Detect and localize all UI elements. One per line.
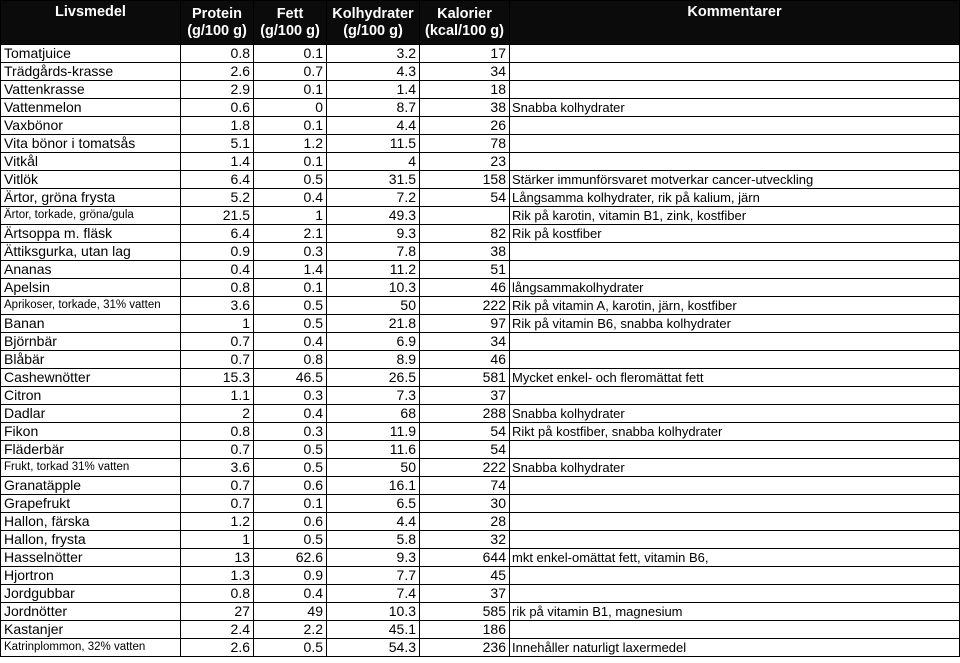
- cell-kolhydrater: 49.3: [327, 207, 420, 225]
- cell-livsmedel: Fikon: [1, 423, 181, 441]
- header-protein-label: Protein: [192, 5, 242, 22]
- cell-protein: 2.6: [181, 63, 254, 81]
- cell-livsmedel: Hallon, frysta: [1, 531, 181, 549]
- cell-kolhydrater: 7.4: [327, 585, 420, 603]
- cell-protein: 2.4: [181, 621, 254, 639]
- header-livsmedel: [1, 1, 181, 45]
- cell-kolhydrater: 16.1: [327, 477, 420, 495]
- table-row: [1, 567, 960, 585]
- cell-kommentar: [510, 333, 960, 351]
- cell-kalorier: 54: [420, 441, 510, 459]
- cell-fett: 0.5: [254, 171, 327, 189]
- header-kalorier-unit: (kcal/100 g): [425, 22, 504, 39]
- header-kommentarer-label: Kommentarer: [687, 4, 782, 20]
- cell-protein: 2.6: [181, 639, 254, 657]
- table-row: [1, 549, 960, 567]
- cell-fett: 0.4: [254, 189, 327, 207]
- cell-kommentar: Rik på vitamin A, karotin, järn, kostfiber: [510, 297, 960, 315]
- cell-kalorier: 51: [420, 261, 510, 279]
- cell-protein: 6.4: [181, 225, 254, 243]
- cell-kolhydrater: 50: [327, 459, 420, 477]
- cell-kalorier: 34: [420, 63, 510, 81]
- table-row: [1, 639, 960, 657]
- cell-livsmedel: Citron: [1, 387, 181, 405]
- cell-livsmedel: Vitlök: [1, 171, 181, 189]
- cell-kolhydrater: 11.9: [327, 423, 420, 441]
- table-row: [1, 261, 960, 279]
- cell-kalorier: 74: [420, 477, 510, 495]
- cell-protein: 0.8: [181, 423, 254, 441]
- cell-kommentar: [510, 153, 960, 171]
- cell-fett: 0.3: [254, 387, 327, 405]
- cell-kalorier: 26: [420, 117, 510, 135]
- table-row: [1, 189, 960, 207]
- cell-kommentar: [510, 477, 960, 495]
- cell-kommentar: långsammakolhydrater: [510, 279, 960, 297]
- header-fett: [254, 1, 327, 45]
- cell-livsmedel: Kastanjer: [1, 621, 181, 639]
- cell-livsmedel: Aprikoser, torkade, 31% vatten: [1, 297, 181, 315]
- cell-kalorier: 30: [420, 495, 510, 513]
- table-row: [1, 441, 960, 459]
- cell-kolhydrater: 10.3: [327, 603, 420, 621]
- cell-kalorier: 28: [420, 513, 510, 531]
- cell-kalorier: 158: [420, 171, 510, 189]
- cell-fett: 0.6: [254, 513, 327, 531]
- cell-protein: 0.8: [181, 45, 254, 63]
- cell-kalorier: 222: [420, 297, 510, 315]
- table-row: [1, 243, 960, 261]
- cell-kommentar: Rik på kostfiber: [510, 225, 960, 243]
- table-row: [1, 135, 960, 153]
- cell-fett: 0.1: [254, 45, 327, 63]
- cell-fett: 0.1: [254, 279, 327, 297]
- table-row: [1, 117, 960, 135]
- cell-kommentar: [510, 567, 960, 585]
- cell-kommentar: rik på vitamin B1, magnesium: [510, 603, 960, 621]
- cell-fett: 0.3: [254, 423, 327, 441]
- cell-protein: 5.2: [181, 189, 254, 207]
- cell-fett: 1.2: [254, 135, 327, 153]
- cell-kolhydrater: 50: [327, 297, 420, 315]
- table-header: [1, 1, 960, 45]
- cell-fett: 0.1: [254, 81, 327, 99]
- cell-fett: 62.6: [254, 549, 327, 567]
- cell-kolhydrater: 54.3: [327, 639, 420, 657]
- cell-kommentar: [510, 81, 960, 99]
- cell-kommentar: Långsamma kolhydrater, rik på kalium, järn: [510, 189, 960, 207]
- cell-fett: 0.7: [254, 63, 327, 81]
- cell-kalorier: 54: [420, 189, 510, 207]
- cell-fett: 2.2: [254, 621, 327, 639]
- cell-livsmedel: Apelsin: [1, 279, 181, 297]
- cell-fett: 0.1: [254, 153, 327, 171]
- header-kalorier: [420, 1, 510, 45]
- cell-protein: 1.2: [181, 513, 254, 531]
- cell-kolhydrater: 6.5: [327, 495, 420, 513]
- cell-kalorier: 38: [420, 243, 510, 261]
- table-row: [1, 603, 960, 621]
- cell-kommentar: [510, 585, 960, 603]
- table-row: [1, 513, 960, 531]
- cell-protein: 0.7: [181, 333, 254, 351]
- cell-livsmedel: Jordnötter: [1, 603, 181, 621]
- cell-kolhydrater: 9.3: [327, 549, 420, 567]
- cell-kalorier: 288: [420, 405, 510, 423]
- cell-kalorier: 78: [420, 135, 510, 153]
- table-row: [1, 81, 960, 99]
- cell-fett: 0.5: [254, 531, 327, 549]
- cell-protein: 0.8: [181, 279, 254, 297]
- table-row: [1, 333, 960, 351]
- cell-livsmedel: Fläderbär: [1, 441, 181, 459]
- cell-kalorier: 581: [420, 369, 510, 387]
- cell-kalorier: 38: [420, 99, 510, 117]
- cell-livsmedel: Ättiksgurka, utan lag: [1, 243, 181, 261]
- cell-protein: 3.6: [181, 297, 254, 315]
- cell-protein: 1.4: [181, 153, 254, 171]
- cell-kolhydrater: 11.5: [327, 135, 420, 153]
- cell-kolhydrater: 7.2: [327, 189, 420, 207]
- cell-livsmedel: Trädgårds-krasse: [1, 63, 181, 81]
- cell-kolhydrater: 4.4: [327, 117, 420, 135]
- cell-protein: 0.8: [181, 585, 254, 603]
- cell-kalorier: 34: [420, 333, 510, 351]
- table-row: [1, 63, 960, 81]
- cell-fett: 0.3: [254, 243, 327, 261]
- table-row: [1, 585, 960, 603]
- cell-livsmedel: Cashewnötter: [1, 369, 181, 387]
- cell-kolhydrater: 26.5: [327, 369, 420, 387]
- cell-protein: 0.4: [181, 261, 254, 279]
- table-row: [1, 315, 960, 333]
- cell-kalorier: 18: [420, 81, 510, 99]
- table-body: [1, 45, 960, 657]
- cell-fett: 1.4: [254, 261, 327, 279]
- cell-livsmedel: Banan: [1, 315, 181, 333]
- table-row: [1, 621, 960, 639]
- cell-fett: 0.4: [254, 405, 327, 423]
- cell-livsmedel: Grapefrukt: [1, 495, 181, 513]
- cell-kommentar: [510, 243, 960, 261]
- table-row: [1, 423, 960, 441]
- table-row: [1, 297, 960, 315]
- cell-livsmedel: Björnbär: [1, 333, 181, 351]
- cell-fett: 0.6: [254, 477, 327, 495]
- cell-kolhydrater: 4.4: [327, 513, 420, 531]
- header-kolhydrater-unit: (g/100 g): [343, 22, 403, 39]
- cell-kalorier: 644: [420, 549, 510, 567]
- cell-kalorier: [420, 207, 510, 225]
- cell-protein: 1.1: [181, 387, 254, 405]
- cell-kommentar: [510, 531, 960, 549]
- cell-protein: 0.7: [181, 495, 254, 513]
- header-fett-unit: (g/100 g): [260, 22, 320, 39]
- cell-kalorier: 32: [420, 531, 510, 549]
- cell-protein: 0.6: [181, 99, 254, 117]
- cell-kolhydrater: 11.6: [327, 441, 420, 459]
- cell-fett: 0.1: [254, 495, 327, 513]
- cell-kalorier: 17: [420, 45, 510, 63]
- cell-kommentar: [510, 45, 960, 63]
- cell-kommentar: Rik på vitamin B6, snabba kolhydrater: [510, 315, 960, 333]
- cell-protein: 1: [181, 531, 254, 549]
- header-row: [1, 1, 960, 45]
- cell-protein: 3.6: [181, 459, 254, 477]
- cell-kalorier: 236: [420, 639, 510, 657]
- cell-kolhydrater: 11.2: [327, 261, 420, 279]
- cell-fett: 0.5: [254, 459, 327, 477]
- cell-protein: 0.7: [181, 477, 254, 495]
- cell-protein: 1.8: [181, 117, 254, 135]
- cell-fett: 0.4: [254, 333, 327, 351]
- cell-livsmedel: Hjortron: [1, 567, 181, 585]
- cell-kolhydrater: 6.9: [327, 333, 420, 351]
- cell-kalorier: 585: [420, 603, 510, 621]
- cell-fett: 1: [254, 207, 327, 225]
- header-fett-label: Fett: [276, 5, 304, 22]
- cell-kolhydrater: 31.5: [327, 171, 420, 189]
- table-row: [1, 45, 960, 63]
- header-protein: [181, 1, 254, 45]
- table-row: [1, 99, 960, 117]
- cell-livsmedel: Frukt, torkad 31% vatten: [1, 459, 181, 477]
- cell-kolhydrater: 3.2: [327, 45, 420, 63]
- cell-fett: 0.5: [254, 315, 327, 333]
- cell-kommentar: Innehåller naturligt laxermedel: [510, 639, 960, 657]
- cell-fett: 46.5: [254, 369, 327, 387]
- cell-kalorier: 54: [420, 423, 510, 441]
- table-row: [1, 369, 960, 387]
- cell-kalorier: 82: [420, 225, 510, 243]
- cell-kolhydrater: 10.3: [327, 279, 420, 297]
- header-livsmedel-label: Livsmedel: [55, 4, 126, 20]
- cell-livsmedel: Vattenmelon: [1, 99, 181, 117]
- cell-protein: 0.7: [181, 441, 254, 459]
- table-row: [1, 171, 960, 189]
- cell-kommentar: [510, 387, 960, 405]
- cell-fett: 49: [254, 603, 327, 621]
- header-kolhydrater-label: Kolhydrater: [332, 5, 414, 22]
- cell-kommentar: [510, 621, 960, 639]
- cell-livsmedel: Granatäpple: [1, 477, 181, 495]
- cell-kalorier: 186: [420, 621, 510, 639]
- cell-kommentar: [510, 135, 960, 153]
- cell-fett: 2.1: [254, 225, 327, 243]
- table-row: [1, 351, 960, 369]
- cell-protein: 15.3: [181, 369, 254, 387]
- cell-livsmedel: Vaxbönor: [1, 117, 181, 135]
- cell-livsmedel: Ananas: [1, 261, 181, 279]
- cell-protein: 0.9: [181, 243, 254, 261]
- cell-livsmedel: Ärtor, torkade, gröna/gula: [1, 207, 181, 225]
- cell-livsmedel: Ärtsoppa m. fläsk: [1, 225, 181, 243]
- table-row: [1, 495, 960, 513]
- cell-protein: 13: [181, 549, 254, 567]
- cell-kolhydrater: 1.4: [327, 81, 420, 99]
- cell-kommentar: Stärker immunförsvaret motverkar cancer-utveckling: [510, 171, 960, 189]
- cell-livsmedel: Hasselnötter: [1, 549, 181, 567]
- cell-fett: 0.5: [254, 297, 327, 315]
- cell-kommentar: [510, 63, 960, 81]
- cell-livsmedel: Katrinplommon, 32% vatten: [1, 639, 181, 657]
- table-row: [1, 459, 960, 477]
- cell-protein: 2.9: [181, 81, 254, 99]
- cell-livsmedel: Hallon, färska: [1, 513, 181, 531]
- cell-kommentar: Rikt på kostfiber, snabba kolhydrater: [510, 423, 960, 441]
- cell-kalorier: 97: [420, 315, 510, 333]
- table-row: [1, 153, 960, 171]
- cell-kolhydrater: 5.8: [327, 531, 420, 549]
- table-row: [1, 531, 960, 549]
- cell-kommentar: Snabba kolhydrater: [510, 99, 960, 117]
- cell-fett: 0.4: [254, 585, 327, 603]
- cell-kommentar: [510, 513, 960, 531]
- cell-kolhydrater: 8.7: [327, 99, 420, 117]
- cell-kommentar: Mycket enkel- och fleromättat fett: [510, 369, 960, 387]
- cell-kalorier: 45: [420, 567, 510, 585]
- table-row: [1, 477, 960, 495]
- cell-kolhydrater: 7.8: [327, 243, 420, 261]
- cell-fett: 0.9: [254, 567, 327, 585]
- cell-kommentar: [510, 495, 960, 513]
- cell-kolhydrater: 4.3: [327, 63, 420, 81]
- cell-kalorier: 46: [420, 279, 510, 297]
- cell-protein: 2: [181, 405, 254, 423]
- cell-kommentar: Snabba kolhydrater: [510, 405, 960, 423]
- cell-livsmedel: Blåbär: [1, 351, 181, 369]
- cell-kolhydrater: 7.3: [327, 387, 420, 405]
- cell-kommentar: Rik på karotin, vitamin B1, zink, kostfiber: [510, 207, 960, 225]
- cell-kalorier: 222: [420, 459, 510, 477]
- cell-livsmedel: Ärtor, gröna frysta: [1, 189, 181, 207]
- table-row: [1, 225, 960, 243]
- cell-protein: 0.7: [181, 351, 254, 369]
- cell-protein: 6.4: [181, 171, 254, 189]
- cell-protein: 1: [181, 315, 254, 333]
- cell-kolhydrater: 7.7: [327, 567, 420, 585]
- cell-kommentar: mkt enkel-omättat fett, vitamin B6,: [510, 549, 960, 567]
- cell-livsmedel: Vita bönor i tomatsås: [1, 135, 181, 153]
- cell-protein: 21.5: [181, 207, 254, 225]
- cell-kolhydrater: 4: [327, 153, 420, 171]
- cell-kommentar: [510, 351, 960, 369]
- cell-livsmedel: Tomatjuice: [1, 45, 181, 63]
- cell-kalorier: 37: [420, 585, 510, 603]
- cell-kommentar: [510, 261, 960, 279]
- cell-kolhydrater: 9.3: [327, 225, 420, 243]
- cell-livsmedel: Vitkål: [1, 153, 181, 171]
- cell-livsmedel: Jordgubbar: [1, 585, 181, 603]
- table-row: [1, 387, 960, 405]
- table-row: [1, 279, 960, 297]
- cell-kolhydrater: 21.8: [327, 315, 420, 333]
- cell-kolhydrater: 8.9: [327, 351, 420, 369]
- header-protein-unit: (g/100 g): [187, 22, 247, 39]
- cell-fett: 0.5: [254, 639, 327, 657]
- cell-protein: 1.3: [181, 567, 254, 585]
- cell-fett: 0: [254, 99, 327, 117]
- cell-kolhydrater: 45.1: [327, 621, 420, 639]
- cell-fett: 0.5: [254, 441, 327, 459]
- table-row: [1, 405, 960, 423]
- header-kommentarer: [510, 1, 960, 45]
- cell-kalorier: 23: [420, 153, 510, 171]
- cell-protein: 27: [181, 603, 254, 621]
- cell-fett: 0.1: [254, 117, 327, 135]
- table-row: [1, 207, 960, 225]
- cell-kommentar: [510, 441, 960, 459]
- cell-kalorier: 46: [420, 351, 510, 369]
- cell-kalorier: 37: [420, 387, 510, 405]
- cell-kommentar: [510, 117, 960, 135]
- cell-livsmedel: Dadlar: [1, 405, 181, 423]
- cell-livsmedel: Vattenkrasse: [1, 81, 181, 99]
- header-kalorier-label: Kalorier: [437, 5, 492, 22]
- cell-protein: 5.1: [181, 135, 254, 153]
- cell-kolhydrater: 68: [327, 405, 420, 423]
- cell-fett: 0.8: [254, 351, 327, 369]
- header-kolhydrater: [327, 1, 420, 45]
- cell-kommentar: Snabba kolhydrater: [510, 459, 960, 477]
